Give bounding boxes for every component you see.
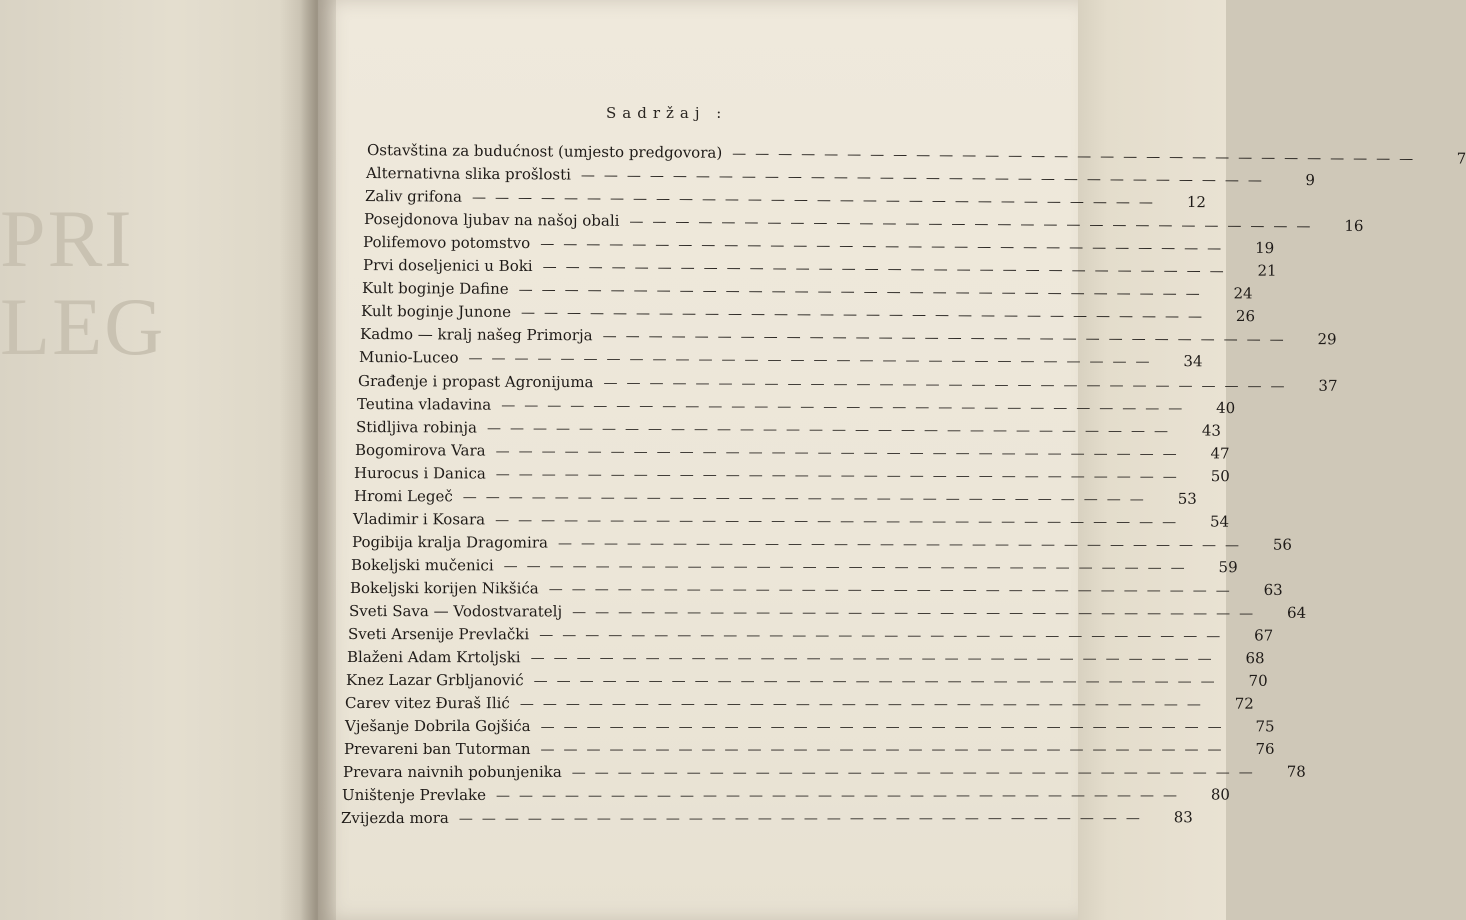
left-ghost-line: PRI	[0, 193, 134, 284]
toc-entry-title: Prevareni ban Tutorman	[344, 740, 531, 758]
toc-dash-leader: ——————————————————————————————	[462, 489, 1153, 508]
toc-entry-title: Bogomirova Vara	[354, 441, 486, 460]
toc-dash-leader: ——————————————————————————————	[548, 581, 1239, 599]
toc-entry-page-number: 59	[1218, 558, 1238, 577]
toc-entry	[344, 740, 1275, 762]
toc-entry-page-number: 40	[1216, 398, 1236, 417]
toc-dash-leader: ——————————————————————————————	[468, 350, 1159, 371]
toc-dash-leader: ——————————————————————————————	[495, 512, 1186, 531]
toc-entry-title: Sveti Sava — Vodostvaratelj	[348, 602, 563, 621]
toc-entry-title: Pogibija kralja Dragomira	[351, 533, 548, 552]
toc-entry	[362, 233, 1275, 259]
toc-entry	[346, 648, 1265, 671]
toc-dash-leader: ——————————————————————————————	[471, 189, 1163, 211]
toc-entry-page-number: 50	[1210, 467, 1230, 486]
toc-entry-page-number: 12	[1186, 193, 1207, 212]
toc-entry-title: Vješanje Dobrila Gojšića	[344, 717, 531, 736]
toc-entry-title: Hromi Legeč	[353, 487, 453, 506]
toc-entry	[353, 464, 1230, 488]
toc-entry	[362, 256, 1277, 282]
toc-entry	[341, 785, 1230, 808]
toc-entry	[345, 671, 1268, 694]
toc-entry-title: Uništenje Prevlake	[341, 785, 486, 804]
toc-entry-title: Prvi doseljenici u Boki	[362, 256, 533, 276]
toc-entry	[349, 579, 1283, 602]
toc-entry-title: Munio-Luceo	[358, 348, 459, 367]
toc-entry-title: Polifemovo potomstvo	[362, 233, 531, 253]
toc-entry-page-number: 83	[1173, 808, 1193, 827]
toc-entry	[356, 395, 1236, 420]
toc-entry-title: Kult boginje Junone	[360, 302, 512, 321]
toc-title: Sadržaj :	[606, 104, 728, 122]
toc-entry-page-number: 29	[1317, 330, 1337, 349]
toc-entry	[361, 279, 1253, 305]
toc-dash-leader: ——————————————————————————————	[540, 236, 1231, 257]
toc-entry-page-number: 37	[1318, 376, 1338, 395]
toc-dash-leader: ——————————————————————————————	[572, 604, 1263, 622]
toc-entry-title: Zvijezda mora	[340, 808, 449, 827]
toc-dash-leader: ——————————————————————————————	[540, 719, 1231, 736]
toc-entry-page-number: 43	[1201, 421, 1222, 440]
toc-entry	[350, 556, 1238, 580]
toc-dash-leader: ——————————————————————————————	[540, 742, 1231, 758]
toc-entry-title: Kult boginje Dafine	[361, 279, 509, 298]
toc-entry-title: Građenje i propast Agronijuma	[357, 372, 594, 392]
toc-dash-leader: ——————————————————————————————	[519, 696, 1210, 713]
toc-entry-title: Hurocus i Danica	[353, 464, 486, 483]
toc-entry-page-number: 16	[1344, 216, 1364, 235]
toc-dash-leader: ——————————————————————————————	[603, 375, 1294, 395]
toc-entry-page-number: 53	[1177, 489, 1197, 508]
toc-entry	[352, 510, 1230, 534]
toc-entry	[340, 808, 1193, 831]
toc-dash-leader: ——————————————————————————————	[458, 810, 1149, 827]
toc-entry-title: Stidljiva robinja	[355, 418, 478, 437]
toc-dash-leader: ——————————————————————————————	[571, 764, 1262, 781]
toc-dash-leader: ——————————————————————————————	[602, 328, 1293, 349]
toc-entry-page-number: 56	[1272, 535, 1292, 554]
toc-entry	[344, 694, 1254, 716]
toc-entry-page-number: 68	[1245, 649, 1265, 668]
toc-entry-title: Prevara naivnih pobunjenika	[342, 762, 562, 781]
toc-entry-title: Bokeljski mučenici	[350, 556, 494, 575]
toc-dash-leader: ——————————————————————————————	[530, 650, 1221, 668]
toc-dash-leader: ——————————————————————————————	[503, 558, 1194, 577]
toc-entry-title: Sveti Arsenije Prevlački	[347, 625, 530, 644]
toc-entry-page-number: 26	[1235, 307, 1256, 326]
toc-entry	[354, 441, 1230, 466]
toc-entry	[344, 717, 1275, 739]
toc-dash-leader: ——————————————————————————————	[486, 420, 1178, 440]
toc-entry-title: Bokeljski korijen Nikšića	[349, 579, 539, 598]
toc-entry-title: Blaženi Adam Krtoljski	[346, 648, 521, 667]
toc-entry	[364, 187, 1207, 214]
left-ghost-line: LEG	[0, 281, 166, 372]
toc-entry-page-number: 72	[1234, 694, 1254, 713]
toc-entry-page-number: 9	[1305, 171, 1315, 190]
toc-dash-leader: ——————————————————————————————	[533, 673, 1224, 690]
toc-entry-page-number: 24	[1233, 284, 1253, 303]
toc-entry	[360, 302, 1256, 328]
toc-entry-title: Posejdonova ljubav na našoj obali	[363, 210, 620, 230]
toc-entry	[365, 164, 1315, 191]
toc-entry-title: Ostavština za budućnost (umjesto predgovora)	[366, 141, 723, 162]
toc-entry-title: Teutina vladavina	[356, 395, 492, 414]
toc-entry	[363, 210, 1364, 236]
toc-entry-page-number: 63	[1263, 580, 1283, 599]
toc-entry-page-number: 47	[1210, 444, 1230, 463]
toc-dash-leader: ——————————————————————————————	[495, 443, 1186, 463]
toc-dash-leader: ——————————————————————————————	[520, 304, 1212, 325]
toc-entry	[353, 487, 1197, 511]
toc-dash-leader: ——————————————————————————————	[580, 167, 1271, 189]
toc-entry	[347, 625, 1274, 648]
toc-entry-page-number: 80	[1210, 785, 1230, 804]
toc-entry-page-number: 67	[1254, 626, 1274, 645]
toc-entry-page-number: 34	[1183, 352, 1203, 371]
toc-entry-page-number: 54	[1209, 512, 1230, 531]
toc-entry-page-number: 75	[1255, 717, 1275, 736]
toc-entry	[359, 325, 1337, 350]
toc-dash-leader: ——————————————————————————————	[557, 535, 1248, 554]
toc-dash-leader: ——————————————————————————————	[732, 145, 1423, 168]
toc-entry-title: Kadmo — kralj našeg Primorja	[359, 325, 593, 345]
toc-entry	[351, 533, 1292, 557]
toc-entry	[348, 602, 1307, 625]
toc-entry-page-number: 7	[1456, 149, 1466, 168]
toc-entry-page-number: 19	[1255, 238, 1275, 258]
toc-entry-page-number: 70	[1248, 671, 1268, 690]
toc-entry-title: Carev vitez Đuraš Ilić	[344, 694, 510, 713]
toc-entry	[357, 372, 1338, 397]
toc-entry-page-number: 21	[1257, 261, 1277, 280]
toc-dash-leader: ——————————————————————————————	[629, 213, 1320, 235]
toc-dash-leader: ——————————————————————————————	[495, 466, 1186, 486]
toc-entry-page-number: 78	[1286, 762, 1306, 781]
toc-dash-leader: ——————————————————————————————	[542, 259, 1233, 280]
toc-dash-leader: ——————————————————————————————	[495, 787, 1186, 804]
toc-entry-page-number: 76	[1255, 740, 1275, 758]
toc-entry-title: Vladimir i Kosara	[352, 510, 486, 529]
toc-entry	[358, 348, 1203, 373]
toc-dash-leader: ——————————————————————————————	[518, 281, 1209, 303]
toc-entry-page-number: 64	[1287, 603, 1307, 622]
toc-entry-title: Alternativna slika prošlosti	[365, 164, 572, 184]
toc-entry	[355, 418, 1222, 443]
toc-entry	[342, 762, 1306, 785]
toc-entry-title: Zaliv grifona	[364, 187, 463, 206]
toc-dash-leader: ——————————————————————————————	[501, 397, 1192, 417]
toc-dash-leader: ——————————————————————————————	[539, 627, 1230, 645]
toc-entry-title: Knez Lazar Grbljanović	[345, 671, 524, 690]
